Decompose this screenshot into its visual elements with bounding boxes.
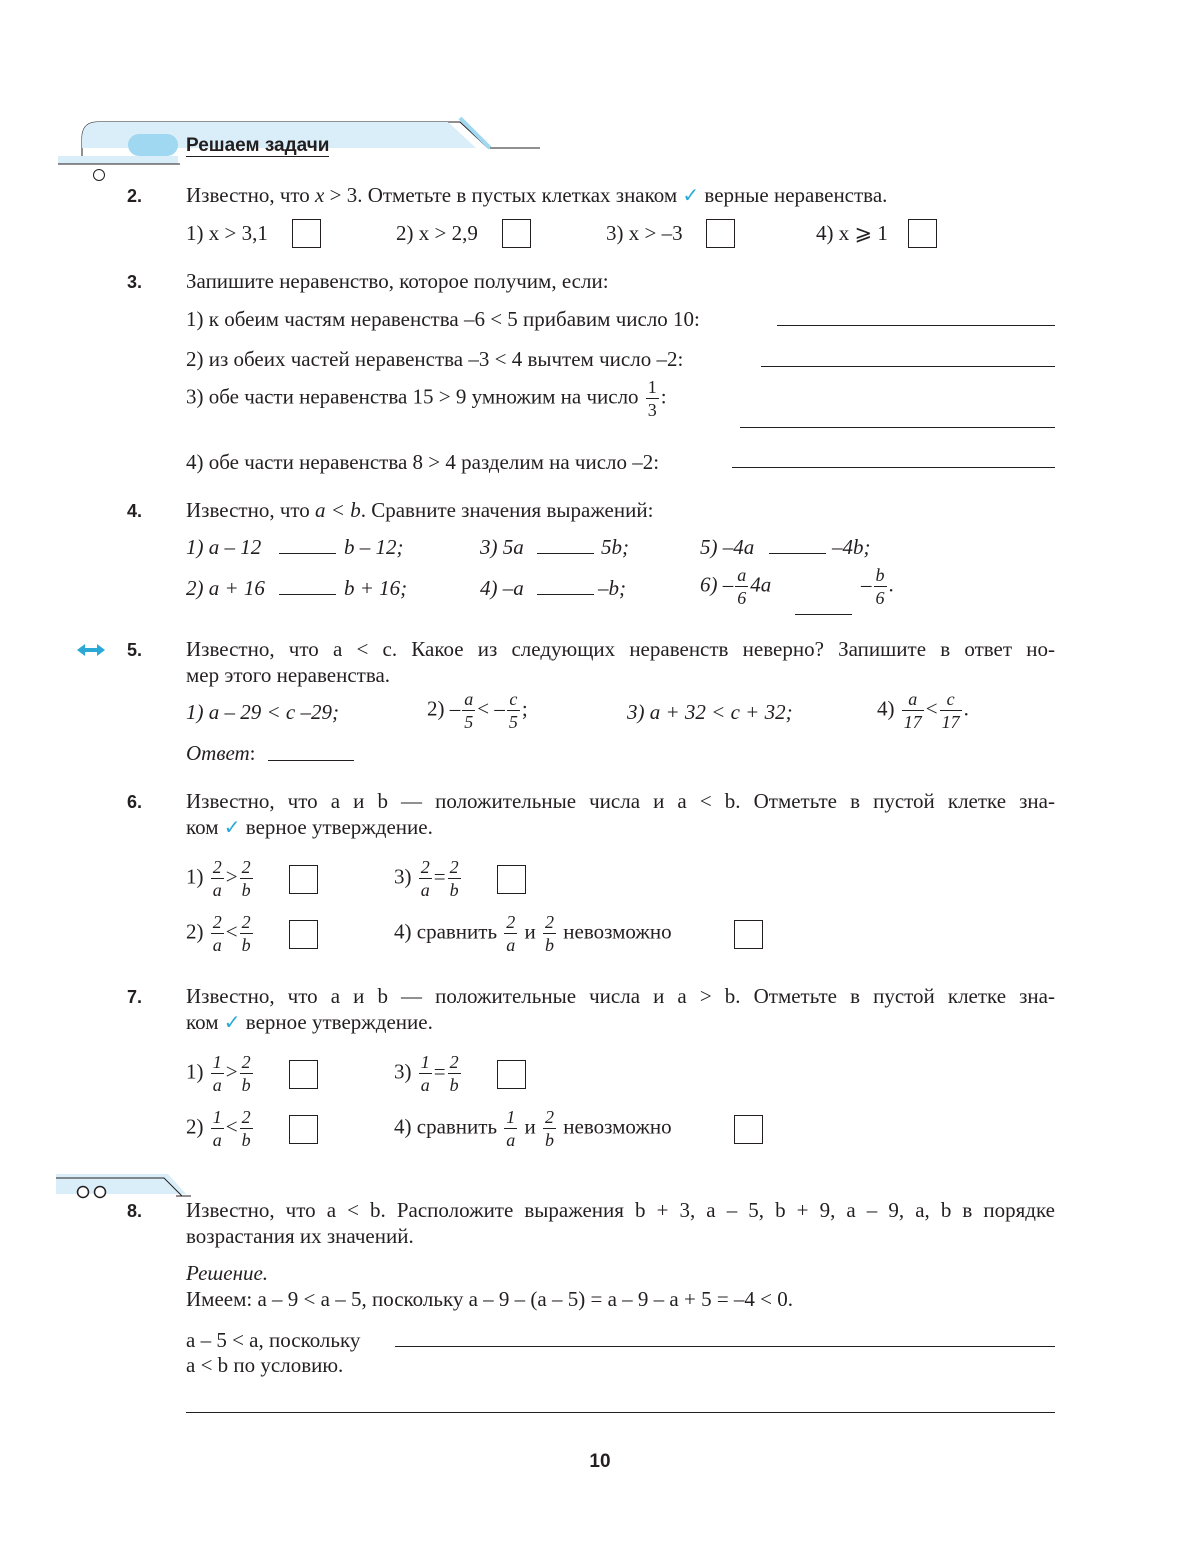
task-4-blank-4[interactable] — [537, 594, 594, 595]
task-4-expr-1-right: b – 12; — [344, 535, 404, 559]
task-4-blank-1[interactable] — [279, 553, 336, 554]
task-4-expr-6-left: 6) – $\frac{a}{6}$ 4a — [700, 565, 772, 608]
task-5-option-4: 4) $\frac{a}{17}$ < $\frac{c}{17}$ . — [877, 689, 969, 732]
task-8-number: 8. — [127, 1201, 143, 1221]
task-3-answer-line-3[interactable] — [740, 427, 1055, 428]
task-7-checkbox-1[interactable] — [289, 1060, 318, 1089]
task-2-number: 2. — [127, 186, 143, 206]
footer-divider — [186, 1412, 1055, 1413]
task-4-expr-1-left: 1) a – 12 — [186, 535, 262, 559]
task-4-expr-4-right: –b; — [598, 576, 626, 600]
task-4-number: 4. — [127, 501, 143, 521]
task-3-item-4: 4) обе части неравенства 8 > 4 разделим на число –2: — [186, 450, 660, 474]
task-3-intro: Запишите неравенство, которое получим, если: — [186, 269, 609, 293]
task-2-option-4: 4) x ⩾ 1 — [816, 221, 888, 245]
task-4-expr-6-right: – $\frac{b}{6}$ . — [861, 565, 894, 608]
task-7-line-2: ком ✓ верное утверждение. — [186, 1010, 433, 1034]
task-2-checkbox-1[interactable] — [292, 219, 321, 248]
task-3-number: 3. — [127, 272, 143, 292]
task-4-intro: Известно, что a < b. Сравните значения выражений: — [186, 498, 654, 522]
task-2-text-c: верные неравенства. — [699, 183, 888, 207]
task-4-blank-2[interactable] — [279, 594, 336, 595]
task-5-answer-line[interactable] — [268, 760, 354, 761]
task-6-line-2: ком ✓ верное утверждение. — [186, 815, 433, 839]
task-7-option-2: 2) $\frac{1}{a}$ < $\frac{2}{b}$ — [186, 1107, 251, 1150]
task-4-blank-5[interactable] — [769, 553, 826, 554]
task-4-expr-5-right: –4b; — [832, 535, 871, 559]
task-7-option-3: 3) $\frac{1}{a}$ = $\frac{2}{b}$ — [394, 1052, 459, 1095]
task-6-option-4: 4) сравнить $\frac{2}{a}$ и $\frac{2}{b}$ невозможно — [394, 912, 672, 955]
task-3-item-1: 1) к обеим частям неравенства –6 < 5 прибавим число 10: — [186, 307, 700, 331]
task-4-expr-2-right: b + 16; — [344, 576, 408, 600]
task-7-checkbox-2[interactable] — [289, 1115, 318, 1144]
task-8-line-5: a < b по условию. — [186, 1353, 344, 1377]
task-2-var: x — [315, 183, 325, 207]
level-marker-decoration — [56, 1170, 191, 1202]
task-2-text-a: Известно, что — [186, 183, 316, 207]
task-8-line-4: a – 5 < a, поскольку — [186, 1328, 361, 1352]
task-2-text — [186, 183, 887, 208]
task-3-answer-line-2[interactable] — [761, 366, 1055, 367]
task-4-expr-3-right: 5b; — [601, 535, 629, 559]
task-2-checkbox-2[interactable] — [502, 219, 531, 248]
task-5-line-1: Известно, что a < c. Какое из следующих неравенств неверно? Запишите в ответ но- — [186, 637, 1055, 661]
task-4-expr-3-left: 3) 5a — [480, 535, 524, 559]
task-3-answer-line-1[interactable] — [777, 325, 1055, 326]
task-6-checkbox-1[interactable] — [289, 865, 318, 894]
task-4-blank-6[interactable] — [795, 614, 852, 615]
task-7-checkbox-4[interactable] — [734, 1115, 763, 1144]
task-3-item-3: 3) обе части неравенства 15 > 9 умножим на число $\frac{1}{3}$ : — [186, 377, 667, 420]
task-6-number: 6. — [127, 792, 143, 812]
task-8-answer-line[interactable] — [395, 1346, 1055, 1347]
task-6-line-1: Известно, что a и b — положительные числа и a < b. Отметьте в пустой клетке зна- — [186, 789, 1055, 813]
task-7-number: 7. — [127, 987, 143, 1007]
task-3-item-2: 2) из обеих частей неравенства –3 < 4 вычтем число –2: — [186, 347, 684, 371]
task-5-number: 5. — [127, 640, 143, 660]
task-6-option-2: 2) $\frac{2}{a}$ < $\frac{2}{b}$ — [186, 912, 251, 955]
task-2-option-3: 3) x > –3 — [606, 221, 683, 245]
header-pill — [128, 134, 178, 156]
task-5-option-2: 2) – $\frac{a}{5}$ < – $\frac{c}{5}$ ; — [427, 689, 528, 732]
task-4-expr-5-left: 5) –4a — [700, 535, 755, 559]
task-6-checkbox-4[interactable] — [734, 920, 763, 949]
task-2-checkbox-3[interactable] — [706, 219, 735, 248]
task-7-line-1: Известно, что a и b — положительные числа и a > b. Отметьте в пустой клетке зна- — [186, 984, 1055, 1008]
task-7-option-1: 1) $\frac{1}{a}$ > $\frac{2}{b}$ — [186, 1052, 251, 1095]
task-3-fraction: $\frac{1}{3}$ — [647, 377, 657, 420]
task-6-option-1: 1) $\frac{2}{a}$ > $\frac{2}{b}$ — [186, 857, 251, 900]
task-8-line-3: Имеем: a – 9 < a – 5, поскольку a – 9 – (a – 5) = a – 9 – a + 5 = –4 < 0. — [186, 1287, 794, 1311]
check-icon: ✓ — [682, 183, 700, 207]
task-4-condition: a < b — [315, 498, 361, 522]
task-4-expr-4-left: 4) –a — [480, 576, 524, 600]
task-6-option-3: 3) $\frac{2}{a}$ = $\frac{2}{b}$ — [394, 857, 459, 900]
page-number: 10 — [589, 1451, 611, 1472]
task-5-line-2: мер этого неравенства. — [186, 663, 391, 687]
task-2-checkbox-4[interactable] — [908, 219, 937, 248]
task-3-answer-line-4[interactable] — [732, 467, 1055, 468]
task-3-item-3-text: 3) обе части неравенства 15 > 9 умножим на число — [186, 384, 639, 409]
task-5-option-3: 3) a + 32 < c + 32; — [627, 700, 793, 724]
task-8-line-1: Известно, что a < b. Расположите выражения b + 3, a – 5, b + 9, a – 9, a, b в порядке — [186, 1198, 1055, 1222]
task-5-answer-label: Ответ: — [186, 741, 256, 765]
check-icon: ✓ — [223, 815, 241, 839]
task-6-checkbox-2[interactable] — [289, 920, 318, 949]
task-7-option-4: 4) сравнить $\frac{1}{a}$ и $\frac{2}{b}$ невозможно — [394, 1107, 672, 1150]
task-5-option-1: 1) a – 29 < c –29; — [186, 700, 339, 724]
task-6-checkbox-3[interactable] — [497, 865, 526, 894]
task-8-solution-label: Решение. — [186, 1261, 269, 1285]
task-8-line-2: возрастания их значений. — [186, 1224, 414, 1248]
task-2-option-1: 1) x > 3,1 — [186, 221, 268, 245]
task-7-checkbox-3[interactable] — [497, 1060, 526, 1089]
check-icon: ✓ — [223, 1010, 241, 1034]
task-4-expr-2-left: 2) a + 16 — [186, 576, 265, 600]
task-2-option-2: 2) x > 2,9 — [396, 221, 478, 245]
header-circle-icon — [93, 169, 105, 181]
section-title: Решаем задачи — [186, 135, 330, 156]
task-4-blank-3[interactable] — [537, 553, 594, 554]
double-arrow-icon — [76, 643, 106, 657]
task-2-text-b: > 3. Отметьте в пустых клетках знаком — [324, 183, 683, 207]
